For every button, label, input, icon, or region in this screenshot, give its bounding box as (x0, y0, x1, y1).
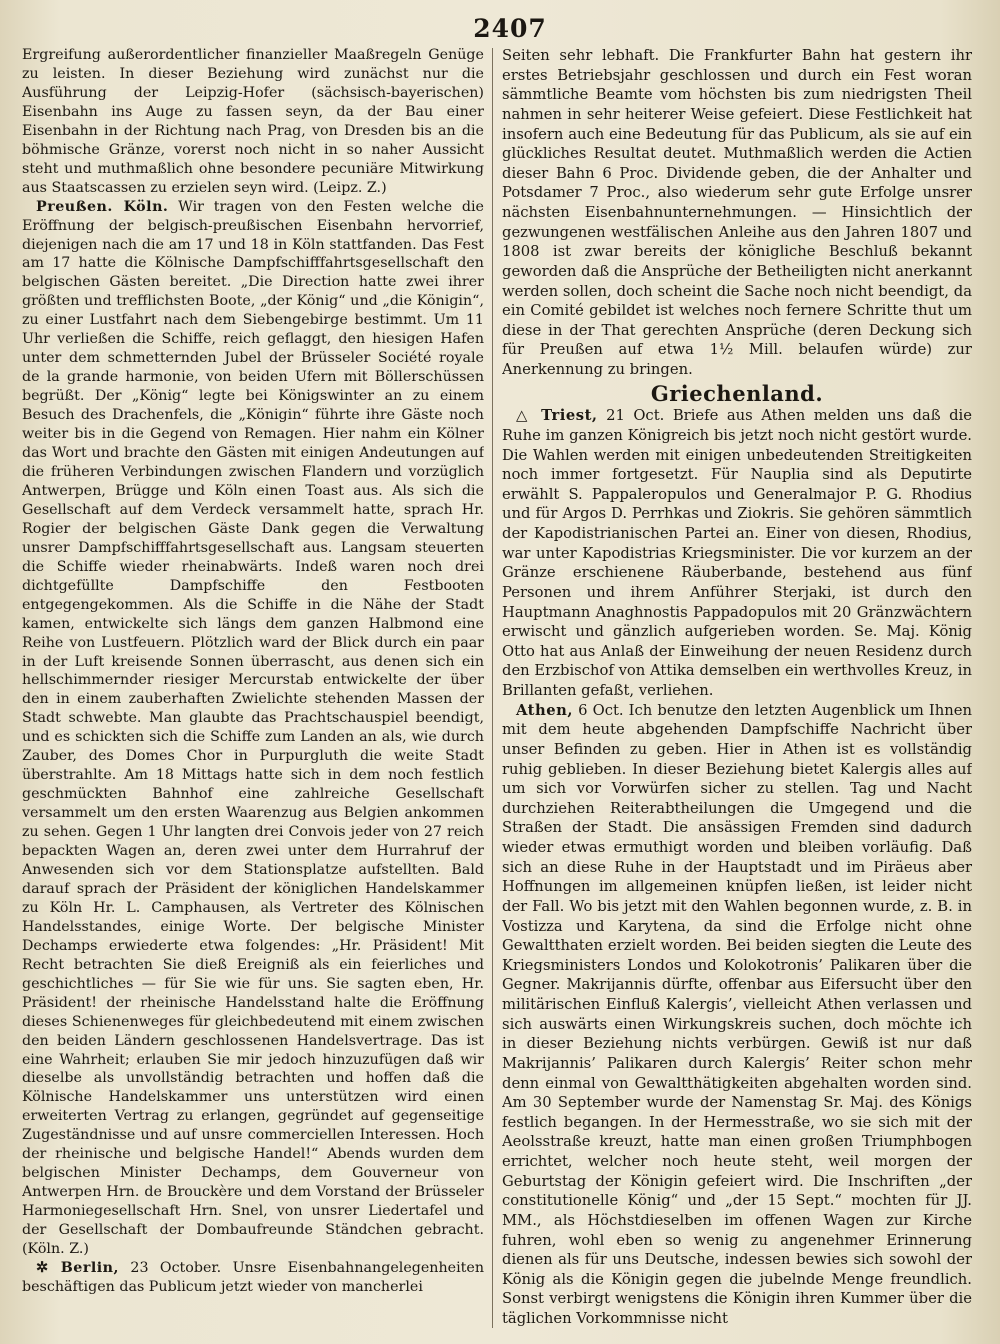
article-paragraph (22, 1259, 484, 1297)
article-text: 21 Oct. Briefe aus Athen melden uns daß die Ruhe im ganzen Königreich bis jetzt noch nicht gestört wurde. Die Wahlen werden mit einigen unbedeutenden Streitigkeiten noch immer fortgesetzt. Für Nauplia sind als Deputirte erwählt S. Pappaleropulos und Generalmajor P. G. Rhodius und für Argos D. Perrhkas und Ziokris. Sie gehören sämmtlich der Kapodistrianischen Partei an. Einer von diesen, Rhodius, war unter Kapodistrias Kriegsminister. Die vor kurzem an der Gränze erschienene Räuberbande, bestehend aus fünf Personen und ihrem Anführer Sterjaki, ist durch den Hauptmann Anaghnostis Pappadopulos mit 20 Gränzwächtern erwischt und gänzlich aufgerieben worden. Se. Maj. König Otto hat aus Anlaß der Einweihung der neuen Residenz durch den Erzbischof von Attika demselben ein werthvolles Kreuz, in Brillanten gefaßt, verliehen. (502, 407, 972, 699)
article-dateline: △ Triest, (516, 407, 598, 425)
section-heading: Griechenland. (650, 380, 824, 406)
article-paragraph (502, 46, 972, 380)
article-dateline: Athen, (516, 701, 573, 719)
page-number: 2407 (473, 14, 547, 43)
article-paragraph (502, 406, 972, 700)
article-paragraph (22, 46, 484, 198)
article-paragraph (22, 198, 484, 1259)
right-column (502, 46, 972, 1332)
article-text: Seiten sehr lebhaft. Die Frankfurter Bahn hat gestern ihr erstes Betriebsjahr geschlossen und durch ein Fest woran sämmtliche Beamte vom höchsten bis zum niedrigsten Theil nahmen in sehr heiterer Weise gefeiert. Diese Festlichkeit hat insofern auch eine Bedeutung für das Publicum, als sie auf ein glückliches Resultat deutet. Muthmaßlich werden die Actien dieser Bahn 6 Proc. Dividende geben, die der Anhalter und Potsdamer 7 Proc., also wiederum sehr gute Erfolge unsrer nächsten Eisenbahnunternehmungen. — Hinsichtlich der gezwungenen westfälischen Anleihe aus den Jahren 1807 und 1808 ist zwar bereits der königliche Beschluß bekannt geworden daß die Ansprüche der Betheiligten nicht anerkannt werden sollen, doch scheint die Sache noch nicht beendigt, da ein Comité gebildet ist welches noch fernere Schritte thut um diese in der That gerechten Ansprüche (deren Deckung sich für Preußen auf etwa 1½ Mill. belaufen würde) zur Anerkennung zu bringen. (502, 47, 972, 378)
article-text: Wir tragen von den Festen welche die Eröffnung der belgisch-preußischen Eisenbahn hervorrief, diejenigen nach die am 17 und 18 in Köln stattfanden. Das Fest am 17 hatte die Kölnische Dampfschifffahrtsgesellschaft den belgischen Gästen bereitet. „Die Direction hatte zwei ihrer größten und trefflichsten Boote, „der König“ und „die Königin“, zu einer Lustfahrt nach dem Siebengebirge bestimmt. Um 11 Uhr verließen die Schiffe, reich geflaggt, den hiesigen Hafen unter dem schmetternden Jubel der Brüsseler Société royale de la grande harmonie, von beiden Ufern mit Böllerschüssen begrüßt. Der „König“ legte bei Königswinter an zu einem Besuch des Drachenfels, die „Königin“ führte ihre Gäste noch weiter bis in die Gegend von Remagen. Hier nahm ein Kölner das Wort und brachte den Gästen mit einigen Andeutungen auf die früheren Verbindungen zwischen Flandern und vorzüglich Antwerpen, Brügge und Köln einen Toast aus. Als sich die Gesellschaft auf dem Verdeck versammelt hatte, sprach Hr. Rogier der belgischen Gäste Dank gegen die Verwaltung unsrer Dampfschifffahrtsgesellschaft aus. Langsam steuerten die Schiffe wieder rheinabwärts. Indeß waren noch drei dichtgefüllte Dampfschiffe den Festbooten entgegengekommen. Als die Schiffe in die Nähe der Stadt kamen, entwickelte sich längs dem ganzen Halbmond eine Reihe von Lustfeuern. Plötzlich ward der Blick durch ein paar in der Luft kreisende Sonnen überrascht, aus denen sich ein hellschimmernder riesiger Mercurstab entwickelte der über den in einem zauberhaften Zwielichte stehenden Massen der Stadt schwebte. Man glaubte das Prachtschauspiel beendigt, und es schickten sich die Schiffe zum Landen an als, wie durch Zauber, des Domes Chor in Purpurgluth die weite Stadt überstrahlte. Am 18 Mittags hatte sich in dem noch festlich geschmückten Bahnhof eine zahlreiche Gesellschaft versammelt um den ersten Waarenzug aus Belgien ankommen zu sehen. Gegen 1 Uhr langten drei Convois jeder von 27 reich bepackten Wagen an, deren zwei unter dem Hurrahruf der Anwesenden sich vor dem Stationsplatze aufstellten. Bald darauf sprach der Präsident der königlichen Handelskammer zu Köln Hr. L. Camphausen, als Vertreter des Kölnischen Handelsstandes, einige Worte. Der belgische Minister Dechamps erwiederte etwa folgendes: „Hr. Präsident! Mit Recht betrachten Sie dieß Ereigniß als ein feierliches und geschichtliches — für Sie wie für uns. Sie sagten eben, Hr. Präsident! der rheinische Handelsstand halte die Eröffnung dieses Schienenweges für gleichbedeutend mit einem zwischen den beiden Ländern geschlossenen Handelsvertrage. Das ist eine Wahrheit; erlauben Sie mir jedoch hinzuzufügen daß wir dieselbe als unvollständig betrachten und hoffen daß die Kölnische Handelskammer uns unterstützen wird einen erweiterten Vertrag zu erlangen, gegründet auf gegenseitige Zugeständnisse und auf unsre commerciellen Interessen. Hoch der rheinische und belgische Handel!“ Abends wurden dem belgischen Minister Dechamps, dem Gouverneur von Antwerpen Hrn. de Brouckère und dem Vorstand der Brüsseler Harmoniegesellschaft Hrn. Snel, von unsrer Liedertafel und der Gesellschaft der Dombaufreunde Ständchen gebracht. (Köln. Z.) (22, 198, 484, 1258)
article-paragraph (502, 701, 972, 1329)
article-text: Ergreifung außerordentlicher finanzieller Maaßregeln Genüge zu leisten. In dieser Beziehung wird zunächst nur die Ausführung der Leipzig-Hofer (sächsisch-bayerischen) Eisenbahn ins Auge zu fassen seyn, da der Bau einer Eisenbahn in der Richtung nach Prag, von Dresden bis an die böhmische Gränze, vorerst noch nicht in so naher Aussicht steht und muthmaßlich ohne besondere pecuniäre Mitwirkung aus Staatscassen zu erzielen seyn wird. (Leipz. Z.) (22, 47, 484, 196)
column-divider (492, 48, 493, 1328)
article-dateline: ✲ Berlin, (36, 1260, 120, 1276)
left-column (22, 46, 484, 1332)
article-text: 6 Oct. Ich benutze den letzten Augenblick um Ihnen mit dem heute abgehenden Dampfschiffe Nachricht über unser Befinden zu geben. Hier in Athen ist es vollständig ruhig geblieben. In dieser Beziehung bietet Kalergis alles auf um sich vor Vorwürfen sicher zu stellen. Tag und Nacht durchziehen Reiterabtheilungen die Umgegend und die Straßen der Stadt. Die ansässigen Fremden sind dadurch wieder etwas ermuthigt worden und bleiben vorläufig. Daß sich an diese Ruhe in der Hauptstadt und im Piräeus aber Hoffnungen im allgemeinen knüpfen ließen, ist leider nicht der Fall. Wo bis jetzt mit den Wahlen begonnen wurde, z. B. in Vostizza und Karytena, da sind die Erfolge nicht ohne Gewaltthaten erzielt worden. Bei beiden siegten die Leute des Kriegsministers Londos und Kolokotronis’ Palikaren über die Gegner. Makrijannis dürfte, offenbar aus Eifersucht über den militärischen Einfluß Kalergis’, vielleicht Athen verlassen und sich auswärts einen Wirkungskreis suchen, doch möchte ich in dieser Beziehung nichts verbürgen. Gewiß ist nur daß Makrijannis’ Palikaren durch Kalergis’ Reiter schon mehr denn einmal von Gewaltthätigkeiten abgehalten worden sind. Am 30 September wurde der Namenstag Sr. Maj. des Königs festlich begangen. In der Hermesstraße, wo sie sich mit der Aeolsstraße kreuzt, hatte man einen großen Triumphbogen errichtet, welcher noch heute steht, weil morgen der Geburtstag der Königin gefeiert wird. Die Inschriften „der constitutionelle König“ und „der 15 Sept.“ mochten für JJ. MM., als Höchstdieselben im offenen Wagen zur Kirche fuhren, wohl eben so wenig zu angenehmer Erinnerung dienen als für uns Deutsche, indessen bewies sich sowohl der König als die Königin gegen die jubelnde Menge freundlich. Sonst verbirgt wenigstens die Königin ihren Kummer über die täglichen Vorkommnisse nicht (502, 701, 972, 1327)
article-text: 23 October. Unsre Eisenbahnangelegenheiten beschäftigen das Publicum jetzt wieder von mancherlei (22, 1260, 484, 1295)
article-dateline: Preußen. Köln. (36, 198, 169, 215)
